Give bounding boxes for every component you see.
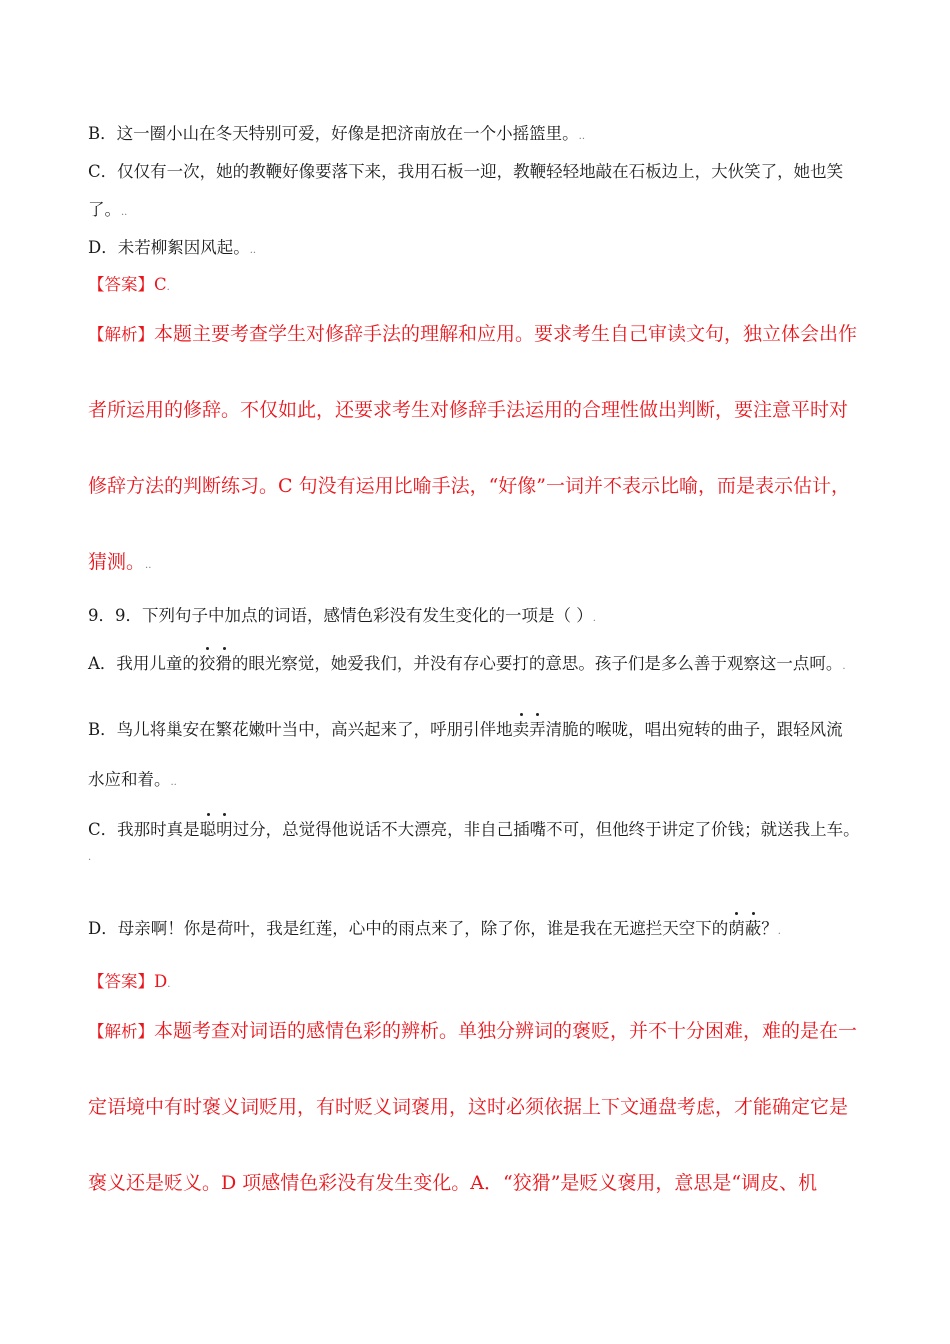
q9-analysis-line1: 【解析】本题考查对词语的感情色彩的辨析。单独分辨词的褒贬，并不十分困难，难的是在一 bbox=[88, 1020, 858, 1042]
q9-option-b-line2: 水应和着。.. bbox=[88, 770, 177, 789]
emphasis-dot-char: 明 bbox=[216, 816, 233, 840]
q9-option-a: A．我用儿童的狡猾的眼光察觉，她爱我们，并没有存心要打的意思。孩子们是多么善于观察这一点呵。. bbox=[88, 650, 846, 674]
emphasis-dot-char: 猾 bbox=[215, 650, 232, 674]
q8-option-d: D．未若柳絮因风起。.. bbox=[88, 238, 257, 257]
emphasis-dot-char: 弄 bbox=[529, 716, 546, 740]
q8-answer: 【答案】C. bbox=[88, 275, 170, 294]
q9-option-d: D．母亲啊！你是荷叶，我是红莲，心中的雨点来了，除了你，谁是我在无遮拦天空下的荫蔽？. bbox=[88, 915, 781, 939]
q8-option-c-line2: 了。.. bbox=[88, 200, 128, 219]
emphasis-dot-char: 荫 bbox=[728, 915, 745, 939]
q8-analysis-line1: 【解析】本题主要考查学生对修辞手法的理解和应用。要求考生自己审读文句，独立体会出作 bbox=[88, 323, 858, 345]
q8-analysis-line3: 修辞方法的判断练习。C 句没有运用比喻手法，“好像”一词并不表示比喻，而是表示估计， bbox=[88, 475, 851, 497]
emphasis-dot-char: 卖 bbox=[513, 716, 530, 740]
q9-analysis-line3: 褒义还是贬义。D 项感情色彩没有发生变化。A．“狡猾”是贬义褒用，意思是“调皮、机 bbox=[88, 1172, 818, 1194]
emphasis-dot-char: 狡 bbox=[199, 650, 216, 674]
q8-option-c-line1: C．仅仅有一次，她的教鞭好像要落下来，我用石板一迎，教鞭轻轻地敲在石板边上，大伙笑了，她也笑 bbox=[88, 162, 844, 181]
q9-analysis-line2: 定语境中有时褒义词贬用，有时贬义词褒用，这时必须依据上下文通盘考虑，才能确定它是 bbox=[88, 1096, 849, 1118]
q9-stem: 9．9．下列句子中加点的词语，感情色彩没有发生变化的一项是（ ）. bbox=[88, 606, 596, 625]
q9-option-c-tail: . bbox=[88, 852, 92, 863]
emphasis-dot-char: 蔽 bbox=[745, 915, 762, 939]
q8-analysis-line4: 猜测。.. bbox=[88, 551, 152, 573]
emphasis-dot-char: 聪 bbox=[200, 816, 217, 840]
q8-option-b: B．这一圈小山在冬天特别可爱，好像是把济南放在一个小摇篮里。.. bbox=[88, 124, 585, 143]
q9-option-b-line1: B．鸟儿将巢安在繁花嫩叶当中，高兴起来了，呼朋引伴地卖弄清脆的喉咙，唱出宛转的曲子，跟轻风流 bbox=[88, 716, 843, 740]
q9-option-c: C．我那时真是聪明过分，总觉得他说话不大漂亮，非自己插嘴不可，但他终于讲定了价钱；就送我上车。 bbox=[88, 816, 860, 840]
q8-analysis-line2: 者所运用的修辞。不仅如此，还要求考生对修辞手法运用的合理性做出判断，要注意平时对 bbox=[88, 399, 849, 421]
q9-answer: 【答案】D. bbox=[88, 972, 171, 991]
